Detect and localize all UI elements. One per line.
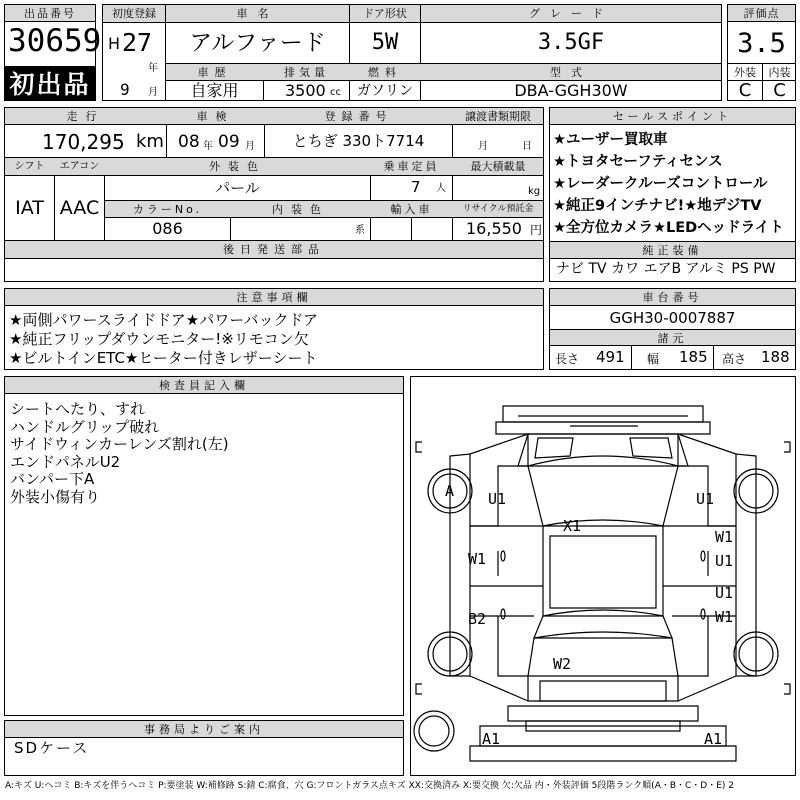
- recycle: 16,550: [466, 219, 522, 238]
- notes-title-text: 注意事項欄: [236, 291, 312, 304]
- interior-label: 内装色: [272, 202, 329, 216]
- model: DBA-GGH30W: [514, 81, 628, 100]
- car-name: アルファード: [189, 29, 326, 56]
- color: パール: [215, 178, 260, 197]
- displacement: 3500: [285, 81, 326, 100]
- inspector-list: [10, 398, 400, 506]
- mark-w1-right: W1: [715, 528, 734, 546]
- lot-label: [4, 4, 96, 22]
- mark-w1-left: W1: [468, 550, 487, 568]
- chassis-title-text: 車台番号: [642, 291, 703, 304]
- year-unit: 年: [148, 63, 158, 74]
- office-title: [4, 720, 404, 738]
- load-unit: kg: [528, 186, 541, 197]
- mark-a-left: A: [445, 482, 455, 500]
- equip-title: [549, 241, 796, 259]
- office-text: SDケース: [14, 739, 90, 757]
- reg-year: 27: [122, 28, 153, 57]
- note-line: ★ビルトインETC★ヒーター付きレザーシート: [9, 349, 318, 367]
- car-diagram: [410, 376, 796, 776]
- mark-u1-right3: U1: [715, 584, 734, 602]
- notes-title: [4, 288, 544, 306]
- sales-title: [549, 107, 796, 125]
- sales-point: ★純正9インチナビ!★地デジTV: [553, 198, 762, 214]
- len: 491: [596, 348, 625, 366]
- transfer-day: 日: [522, 141, 532, 152]
- month-unit: 月: [148, 87, 158, 98]
- capacity: 7: [411, 178, 421, 196]
- inspector-line: エンドパネルU2: [10, 452, 121, 471]
- mark-a1-right: A1: [704, 730, 723, 748]
- sales-point: ★トヨタセーフティセンス: [553, 154, 723, 170]
- import-label: 輸入車: [390, 202, 433, 216]
- lot-number: 30659: [8, 23, 102, 59]
- mark-a1-left: A1: [482, 730, 501, 748]
- mark-u1-left: U1: [488, 490, 507, 508]
- office-title-text: 事務局よりご案内: [144, 723, 264, 736]
- inspector-title-text: 検査員記入欄: [159, 379, 249, 392]
- mark-w2: W2: [553, 655, 572, 673]
- insp-year-unit: 年: [203, 141, 213, 152]
- mark-b2: B2: [468, 610, 487, 628]
- legend: A:キズ U:ヘコミ B:キズを伴うヘコミ P:要塗装 W:補修跡 S:錆 C:腐食、穴 G:フロントガラス点キズ XX:交換済み X:要交換 欠:欠品 内・外装評価 5段階ランク順(A・B・C・D・E) 2: [5, 781, 735, 791]
- ext-grade: C: [738, 80, 752, 101]
- history-label: 車歴: [197, 65, 232, 79]
- colorno: 086: [152, 219, 183, 238]
- inspector-line: ハンドルグリップ破れ: [10, 417, 160, 436]
- recycle-unit: 円: [530, 223, 543, 237]
- mileage-label: 走行: [66, 109, 105, 123]
- ext-label: 外装: [734, 65, 756, 79]
- inspector-title: [4, 376, 404, 394]
- door-label: ドア形状: [363, 7, 407, 20]
- color-label: 外装色: [209, 160, 266, 173]
- recycle-label: リサイクル預託金: [462, 203, 534, 214]
- sales-point: ★全方位カメラ★LEDヘッドライト: [553, 220, 784, 236]
- shift: IAT: [15, 196, 44, 219]
- inspector-line: シートへたり、すれ: [10, 400, 146, 418]
- mark-w1-right2: W1: [715, 608, 734, 626]
- load-label: 最大積載量: [470, 160, 526, 173]
- mark-u1-right2: U1: [715, 552, 734, 570]
- regno-label: 登録番号: [324, 109, 393, 123]
- equip-title-text: 純正装備: [642, 244, 703, 257]
- disp-unit: cc: [330, 87, 341, 98]
- sales-list: [553, 128, 795, 238]
- note-line: ★純正フリップダウンモニター!※リモコン欠: [9, 330, 309, 348]
- disp-label: 排気量: [284, 65, 329, 79]
- later-parts-label: 後日発送部品: [223, 243, 325, 256]
- fuel-label: 燃料: [368, 65, 402, 79]
- first-listing-badge: [5, 66, 95, 100]
- chassis-title: [549, 288, 796, 306]
- wid-label: 幅: [647, 352, 660, 366]
- regno: とちぎ 330ト7714: [292, 131, 425, 150]
- era: H: [108, 34, 121, 53]
- interior-unit: 系: [355, 225, 365, 236]
- chassis-number: GGH30-0007887: [609, 308, 736, 327]
- mileage: 170,295: [42, 130, 125, 154]
- capacity-unit: 人: [436, 183, 446, 194]
- inspector-line: 外装小傷有り: [10, 487, 101, 506]
- ac-label: エアコン: [59, 160, 100, 172]
- transfer-label: 譲渡書類期限: [465, 109, 531, 123]
- mark-u1-right: U1: [696, 490, 715, 508]
- shift-label: シフト: [14, 160, 45, 172]
- note-line: ★両側パワースライドドア★パワーバックドア: [9, 311, 319, 329]
- hgt-label: 高さ: [722, 352, 747, 366]
- lot-label-text: 出品番号: [24, 7, 76, 20]
- colorno-label: カラーNo.: [132, 202, 203, 216]
- score-label-text: 評価点: [743, 7, 780, 20]
- spec-title: [549, 329, 796, 346]
- first-listing-text: 初出品: [9, 70, 91, 99]
- inspector-line: バンパー下A: [10, 470, 95, 488]
- notes-list: [9, 309, 539, 366]
- score: 3.5: [737, 27, 786, 59]
- int-grade: C: [773, 80, 786, 101]
- spec-title-text: 諸元: [657, 331, 688, 345]
- model-label: 型式: [550, 65, 592, 79]
- equipment: ナビ TV カワ エアB アルミ PS PW: [556, 261, 776, 277]
- name-label: 車名: [236, 7, 279, 20]
- sales-point: ★レーダークルーズコントロール: [553, 176, 768, 192]
- grade-label: グレード: [529, 7, 613, 20]
- mark-x1: X1: [563, 517, 582, 535]
- wid: 185: [679, 348, 708, 366]
- score-label: [727, 4, 796, 22]
- reg-label: 初度登録: [112, 7, 156, 20]
- int-label: 内装: [768, 65, 791, 79]
- history: 自家用: [190, 81, 239, 100]
- mileage-unit: km: [136, 131, 164, 152]
- insp-month: 09: [218, 132, 240, 152]
- insp-year: 08: [178, 132, 200, 152]
- sales-title-text: セールスポイント: [612, 110, 732, 123]
- len-label: 長さ: [555, 352, 580, 366]
- inspection-label: 車検: [196, 109, 235, 123]
- hgt: 188: [761, 348, 790, 366]
- sales-point: ★ユーザー買取車: [553, 132, 668, 148]
- reg-month: 9: [120, 80, 130, 99]
- ac: AAC: [59, 196, 100, 219]
- grade: 3.5GF: [537, 30, 605, 55]
- door-type: 5W: [371, 30, 399, 55]
- inspector-line: サイドウィンカーレンズ割れ(左): [10, 435, 229, 453]
- fuel: ガソリン: [357, 83, 413, 99]
- insp-month-unit: 月: [245, 141, 255, 152]
- transfer-month: 月: [478, 141, 488, 152]
- capacity-label: 乗車定員: [383, 160, 440, 173]
